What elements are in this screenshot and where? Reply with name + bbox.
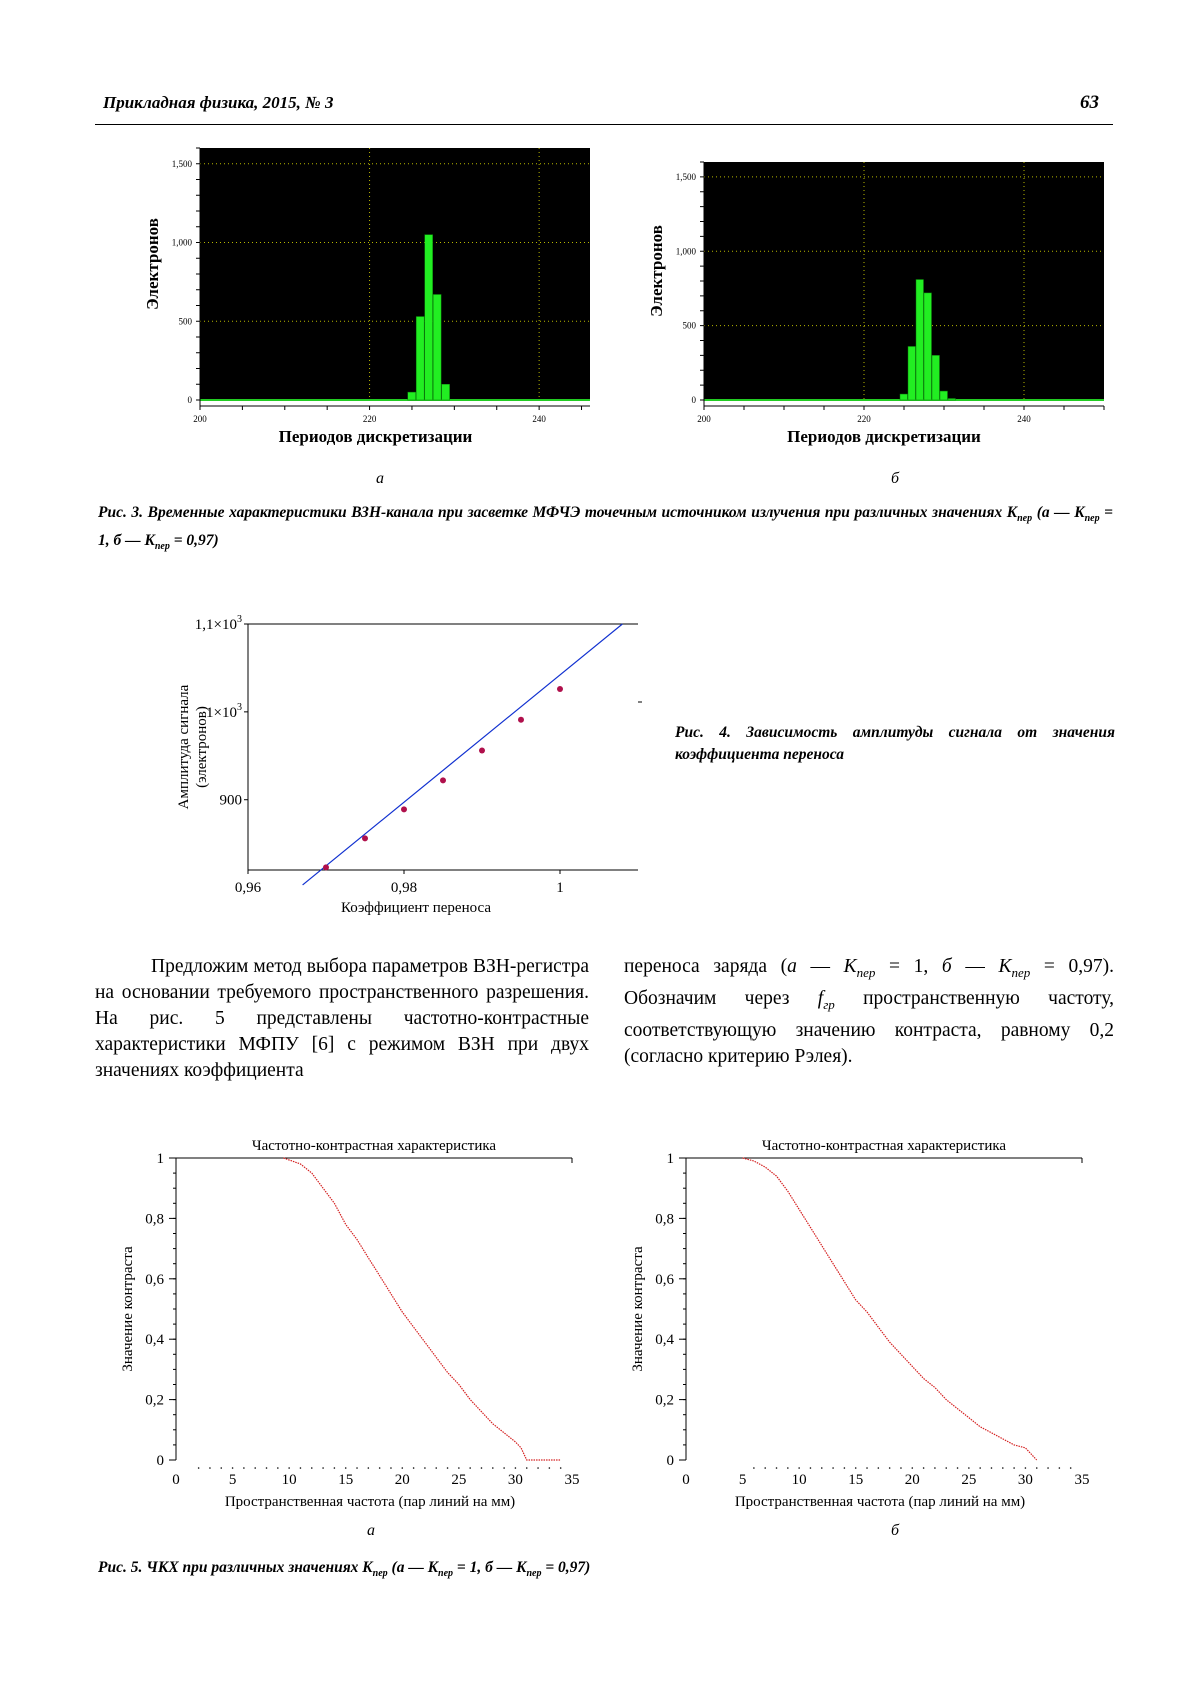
fig5b-x-minor-dot (934, 1467, 936, 1469)
fig5a-x-tick-label: 20 (394, 1472, 410, 1488)
fig4-y-axis-label-line1: Амплитуда сигнала (176, 684, 192, 810)
fig5b-x-minor-dot (764, 1467, 766, 1469)
fig5a-x-minor-dot (288, 1467, 290, 1469)
fig3b-x-tick-label: 200 (697, 414, 711, 424)
fig5b-x-minor-dot (1070, 1467, 1072, 1469)
fig5a-x-tick-label: 30 (507, 1472, 523, 1488)
fig3b-panel-label: б (890, 470, 900, 487)
fig3b-x-axis-label: Периодов дискретизации (787, 427, 981, 446)
fig3b-y-axis-label: Электронов (647, 225, 666, 317)
fig4-y-axis-label-line2: (электронов) (194, 706, 210, 788)
fig4-x-tick-label: 1 (556, 880, 564, 896)
fig5b-x-minor-dot (1013, 1467, 1015, 1469)
fig5b-x-minor-dot (979, 1467, 981, 1469)
fig4-x-tick-label: 0,96 (234, 880, 262, 896)
fig3b-bar (924, 293, 932, 400)
fig5b-x-minor-dot (991, 1467, 993, 1469)
fig5b-x-minor-dot (968, 1467, 970, 1469)
fig5b-x-tick-label: 0 (682, 1472, 690, 1488)
fig5a-line-chart (108, 1125, 598, 1520)
fig3b-y-tick-label: 1,000 (675, 246, 696, 257)
fig5b-x-minor-dot (957, 1467, 959, 1469)
fig5a-x-minor-dot (469, 1467, 471, 1469)
fig5b-x-minor-dot (900, 1467, 902, 1469)
fig5a-x-minor-dot (537, 1467, 539, 1469)
fig5b-x-tick-label: 25 (961, 1472, 977, 1488)
fig4-caption: Рис. 4. Зависимость амплитуды сигнала от значения коэффициента переноса (675, 724, 1115, 763)
fig5a-y-tick-label: 0,2 (145, 1392, 164, 1409)
fig4-x-axis-label: Коэффициент переноса (341, 900, 491, 916)
fig5a-x-minor-dot (515, 1467, 517, 1469)
fig5a-x-minor-dot (447, 1467, 449, 1469)
fig5b-x-tick-label: 15 (848, 1472, 864, 1488)
fig5b-x-minor-dot (787, 1467, 789, 1469)
fig5a-x-minor-dot (266, 1467, 268, 1469)
body-paragraph: Предложим метод выбора параметров ВЗН-регистра на основании требуемого пространственного разрешения. На рис. 5 представлены частотно-контрастные характеристики МФПУ [6] с режимом ВЗН при двух значениях коэффициента (95, 956, 589, 1081)
fig5a-x-minor-dot (254, 1467, 256, 1469)
fig5a-x-minor-dot (503, 1467, 505, 1469)
fig5a-x-minor-dot (300, 1467, 302, 1469)
fig5b-x-tick-label: 5 (738, 1472, 747, 1488)
fig5a-x-minor-dot (243, 1467, 245, 1469)
fig3a-bar (425, 235, 433, 400)
fig5b-x-minor-dot (1036, 1467, 1038, 1469)
fig5a-y-tick-label: 0 (156, 1453, 164, 1469)
fig3b-x-tick-label: 240 (1017, 414, 1031, 424)
fig5b-x-minor-dot (1059, 1467, 1061, 1469)
fig5b-x-minor-dot (821, 1467, 823, 1469)
fig3-caption: Рис. 3. Временные характеристики ВЗН-канала при засветке МФЧЭ точечным источником излучения при различных значениях $K_{пер}$ (а — $K_{пер} = 1$, б — $K_{пер} = 0,97$) (98, 504, 1113, 553)
fig4-y-tick-exponent: 3 (237, 701, 242, 713)
fig5a-x-minor-dot (322, 1467, 324, 1469)
fig3a-bar (442, 384, 450, 400)
fig5b-panel-label: б (890, 1522, 900, 1539)
fig5b-x-axis-label: Пространственная частота (пар линий на мм) (734, 1494, 1026, 1510)
fig5b-x-minor-dot (810, 1467, 812, 1469)
fig5a-x-minor-dot (424, 1467, 426, 1469)
fig5b-curve (743, 1158, 1037, 1460)
fig3a-plot-area (200, 148, 590, 400)
fig5a-title: Частотно-контрастная характеристика (251, 1138, 497, 1154)
fig5b-y-tick-label: 0,2 (655, 1392, 674, 1409)
fig5a-x-minor-dot (379, 1467, 381, 1469)
fig3a-x-tick-label: 240 (532, 414, 546, 424)
fig3a-y-tick-label: 500 (178, 316, 192, 327)
fig4-y-tick-exponent: 3 (237, 614, 242, 625)
fig5a-x-tick-label: 0 (172, 1472, 180, 1488)
fig4-data-point (362, 835, 368, 841)
fig3a-x-tick-label: 200 (193, 414, 207, 424)
fig5a-x-minor-dot (560, 1467, 562, 1469)
fig4-scatter-chart (150, 608, 650, 920)
fig5b-x-minor-dot (866, 1467, 868, 1469)
fig5a-x-minor-dot (368, 1467, 370, 1469)
fig5a-x-minor-dot (232, 1467, 234, 1469)
fig3a-x-tick-label: 220 (362, 414, 377, 424)
fig5a-x-minor-dot (220, 1467, 222, 1469)
fig4-data-point (401, 806, 407, 812)
fig5a-x-tick-label: 15 (338, 1472, 354, 1488)
fig3a-y-axis-label: Электронов (143, 218, 162, 310)
fig3a-panel-label: а (376, 470, 384, 487)
fig5b-x-minor-dot (878, 1467, 880, 1469)
fig5b-x-minor-dot (1002, 1467, 1004, 1469)
fig3a-y-tick-label: 0 (187, 395, 192, 405)
fig4-x-tick-label: 0,98 (390, 880, 418, 896)
journal-title: Прикладная физика, 2015, № 3 (103, 93, 334, 112)
fig5b-x-minor-dot (889, 1467, 891, 1469)
fig3a-x-axis-label: Периодов дискретизации (278, 427, 473, 446)
fig4-y-tick-label: $1\times 10^3$ (206, 701, 242, 721)
fig4-data-point (440, 777, 446, 783)
fig5a-y-axis-label: Значение контраста (120, 1246, 136, 1372)
fig5a-panel-label: а (367, 1522, 375, 1539)
fig3b-bar (948, 399, 956, 400)
fig5b-y-tick-label: 0,6 (655, 1271, 674, 1288)
fig5a-y-tick-label: 1 (156, 1151, 164, 1167)
fig3b-bar (916, 280, 924, 400)
fig5b-y-axis-label: Значение контраста (630, 1246, 646, 1372)
fig3a-bar-chart (118, 140, 598, 460)
fig5a-curve (284, 1158, 561, 1460)
fig5a-x-minor-dot (401, 1467, 403, 1469)
fig4-data-point (323, 864, 329, 870)
fig5a-x-minor-dot (458, 1467, 460, 1469)
fig3b-bar (940, 391, 948, 400)
fig5a-y-tick-label: 0,8 (145, 1211, 164, 1228)
body-right-column: переноса заряда (а — $K_{пер} = 1$, б — $K_{пер} = 0,97$). Обозначим через $f_{гр}$ пространственную частоту, соответствующую значению контраста, равному 0,2 (согласно критерию Рэлея). (624, 956, 1115, 1067)
fig5b-x-minor-dot (945, 1467, 947, 1469)
page-number: 63 (1080, 92, 1099, 113)
body-left-column (95, 954, 589, 1084)
fig3b-bar (908, 346, 916, 400)
fig4-data-point (557, 686, 563, 692)
fig5b-x-minor-dot (776, 1467, 778, 1469)
fig5b-line-chart (618, 1125, 1108, 1520)
fig4-data-point (518, 717, 524, 723)
fig5b-title: Частотно-контрастная характеристика (761, 1138, 1007, 1154)
fig5b-y-tick-label: 1 (666, 1151, 674, 1167)
fig5b-y-tick-label: 0 (666, 1453, 674, 1469)
fig3b-y-tick-label: 1,500 (675, 171, 696, 182)
fig5a-x-minor-dot (198, 1467, 200, 1469)
fig5a-x-minor-dot (345, 1467, 347, 1469)
fig5a-x-tick-label: 5 (228, 1472, 237, 1488)
fig5b-y-tick-label: 0,4 (655, 1332, 674, 1349)
fig5-caption: Рис. 5. ЧКХ при различных значениях $K_{пер}$ (а — $K_{пер} = 1$, б — $K_{пер} = 0,97$) (98, 1559, 591, 1580)
fig5a-y-tick-label: 0,6 (145, 1271, 164, 1288)
fig3a-y-tick-label: 1,000 (171, 237, 192, 248)
fig5a-x-minor-dot (209, 1467, 211, 1469)
fig5b-x-minor-dot (844, 1467, 846, 1469)
fig5b-x-minor-dot (911, 1467, 913, 1469)
fig4-fit-line (303, 624, 623, 885)
fig3b-y-tick-label: 0 (691, 395, 696, 405)
fig5a-x-minor-dot (311, 1467, 313, 1469)
fig3b-bar (900, 394, 908, 400)
fig3b-bar-chart (628, 155, 1108, 460)
fig5b-x-minor-dot (1047, 1467, 1049, 1469)
fig5b-x-minor-dot (923, 1467, 925, 1469)
fig3a-bar (433, 294, 441, 400)
fig5b-x-minor-dot (1025, 1467, 1027, 1469)
fig3a-bar (408, 392, 416, 400)
fig5a-x-minor-dot (526, 1467, 528, 1469)
fig3b-bar (932, 355, 940, 400)
fig3b-x-tick-label: 220 (857, 414, 871, 424)
fig5a-x-minor-dot (413, 1467, 415, 1469)
fig4-data-point (479, 748, 485, 754)
fig5b-x-minor-dot (832, 1467, 834, 1469)
fig5a-x-tick-label: 10 (281, 1472, 297, 1488)
fig3a-y-tick-label: 1,500 (171, 158, 192, 169)
fig5b-x-tick-label: 30 (1017, 1472, 1033, 1488)
fig4-y-tick-label: $1,1\times 10^3$ (194, 614, 242, 633)
fig4-y-tick-label: 900 (219, 792, 242, 809)
fig5a-x-minor-dot (481, 1467, 483, 1469)
fig5b-x-tick-label: 10 (791, 1472, 807, 1488)
fig3b-y-tick-label: 500 (682, 320, 696, 331)
fig5a-x-minor-dot (435, 1467, 437, 1469)
fig5a-x-minor-dot (356, 1467, 358, 1469)
fig5a-x-minor-dot (549, 1467, 551, 1469)
fig5b-y-tick-label: 0,8 (655, 1211, 674, 1228)
fig5a-x-minor-dot (334, 1467, 336, 1469)
fig5b-x-minor-dot (798, 1467, 800, 1469)
fig5b-x-minor-dot (855, 1467, 857, 1469)
fig5b-x-tick-label: 20 (904, 1472, 920, 1488)
fig5a-x-axis-label: Пространственная частота (пар линий на мм) (224, 1494, 516, 1510)
fig5b-x-tick-label: 35 (1074, 1472, 1090, 1488)
fig5b-x-minor-dot (753, 1467, 755, 1469)
fig5a-x-tick-label: 35 (564, 1472, 580, 1488)
fig5a-x-minor-dot (277, 1467, 279, 1469)
fig3a-bar (416, 317, 424, 400)
fig5a-x-minor-dot (390, 1467, 392, 1469)
fig5a-y-tick-label: 0,4 (145, 1332, 164, 1349)
header-rule (95, 124, 1113, 125)
fig5a-x-minor-dot (492, 1467, 494, 1469)
fig3b-plot-area (704, 162, 1104, 400)
fig5a-x-tick-label: 25 (451, 1472, 467, 1488)
